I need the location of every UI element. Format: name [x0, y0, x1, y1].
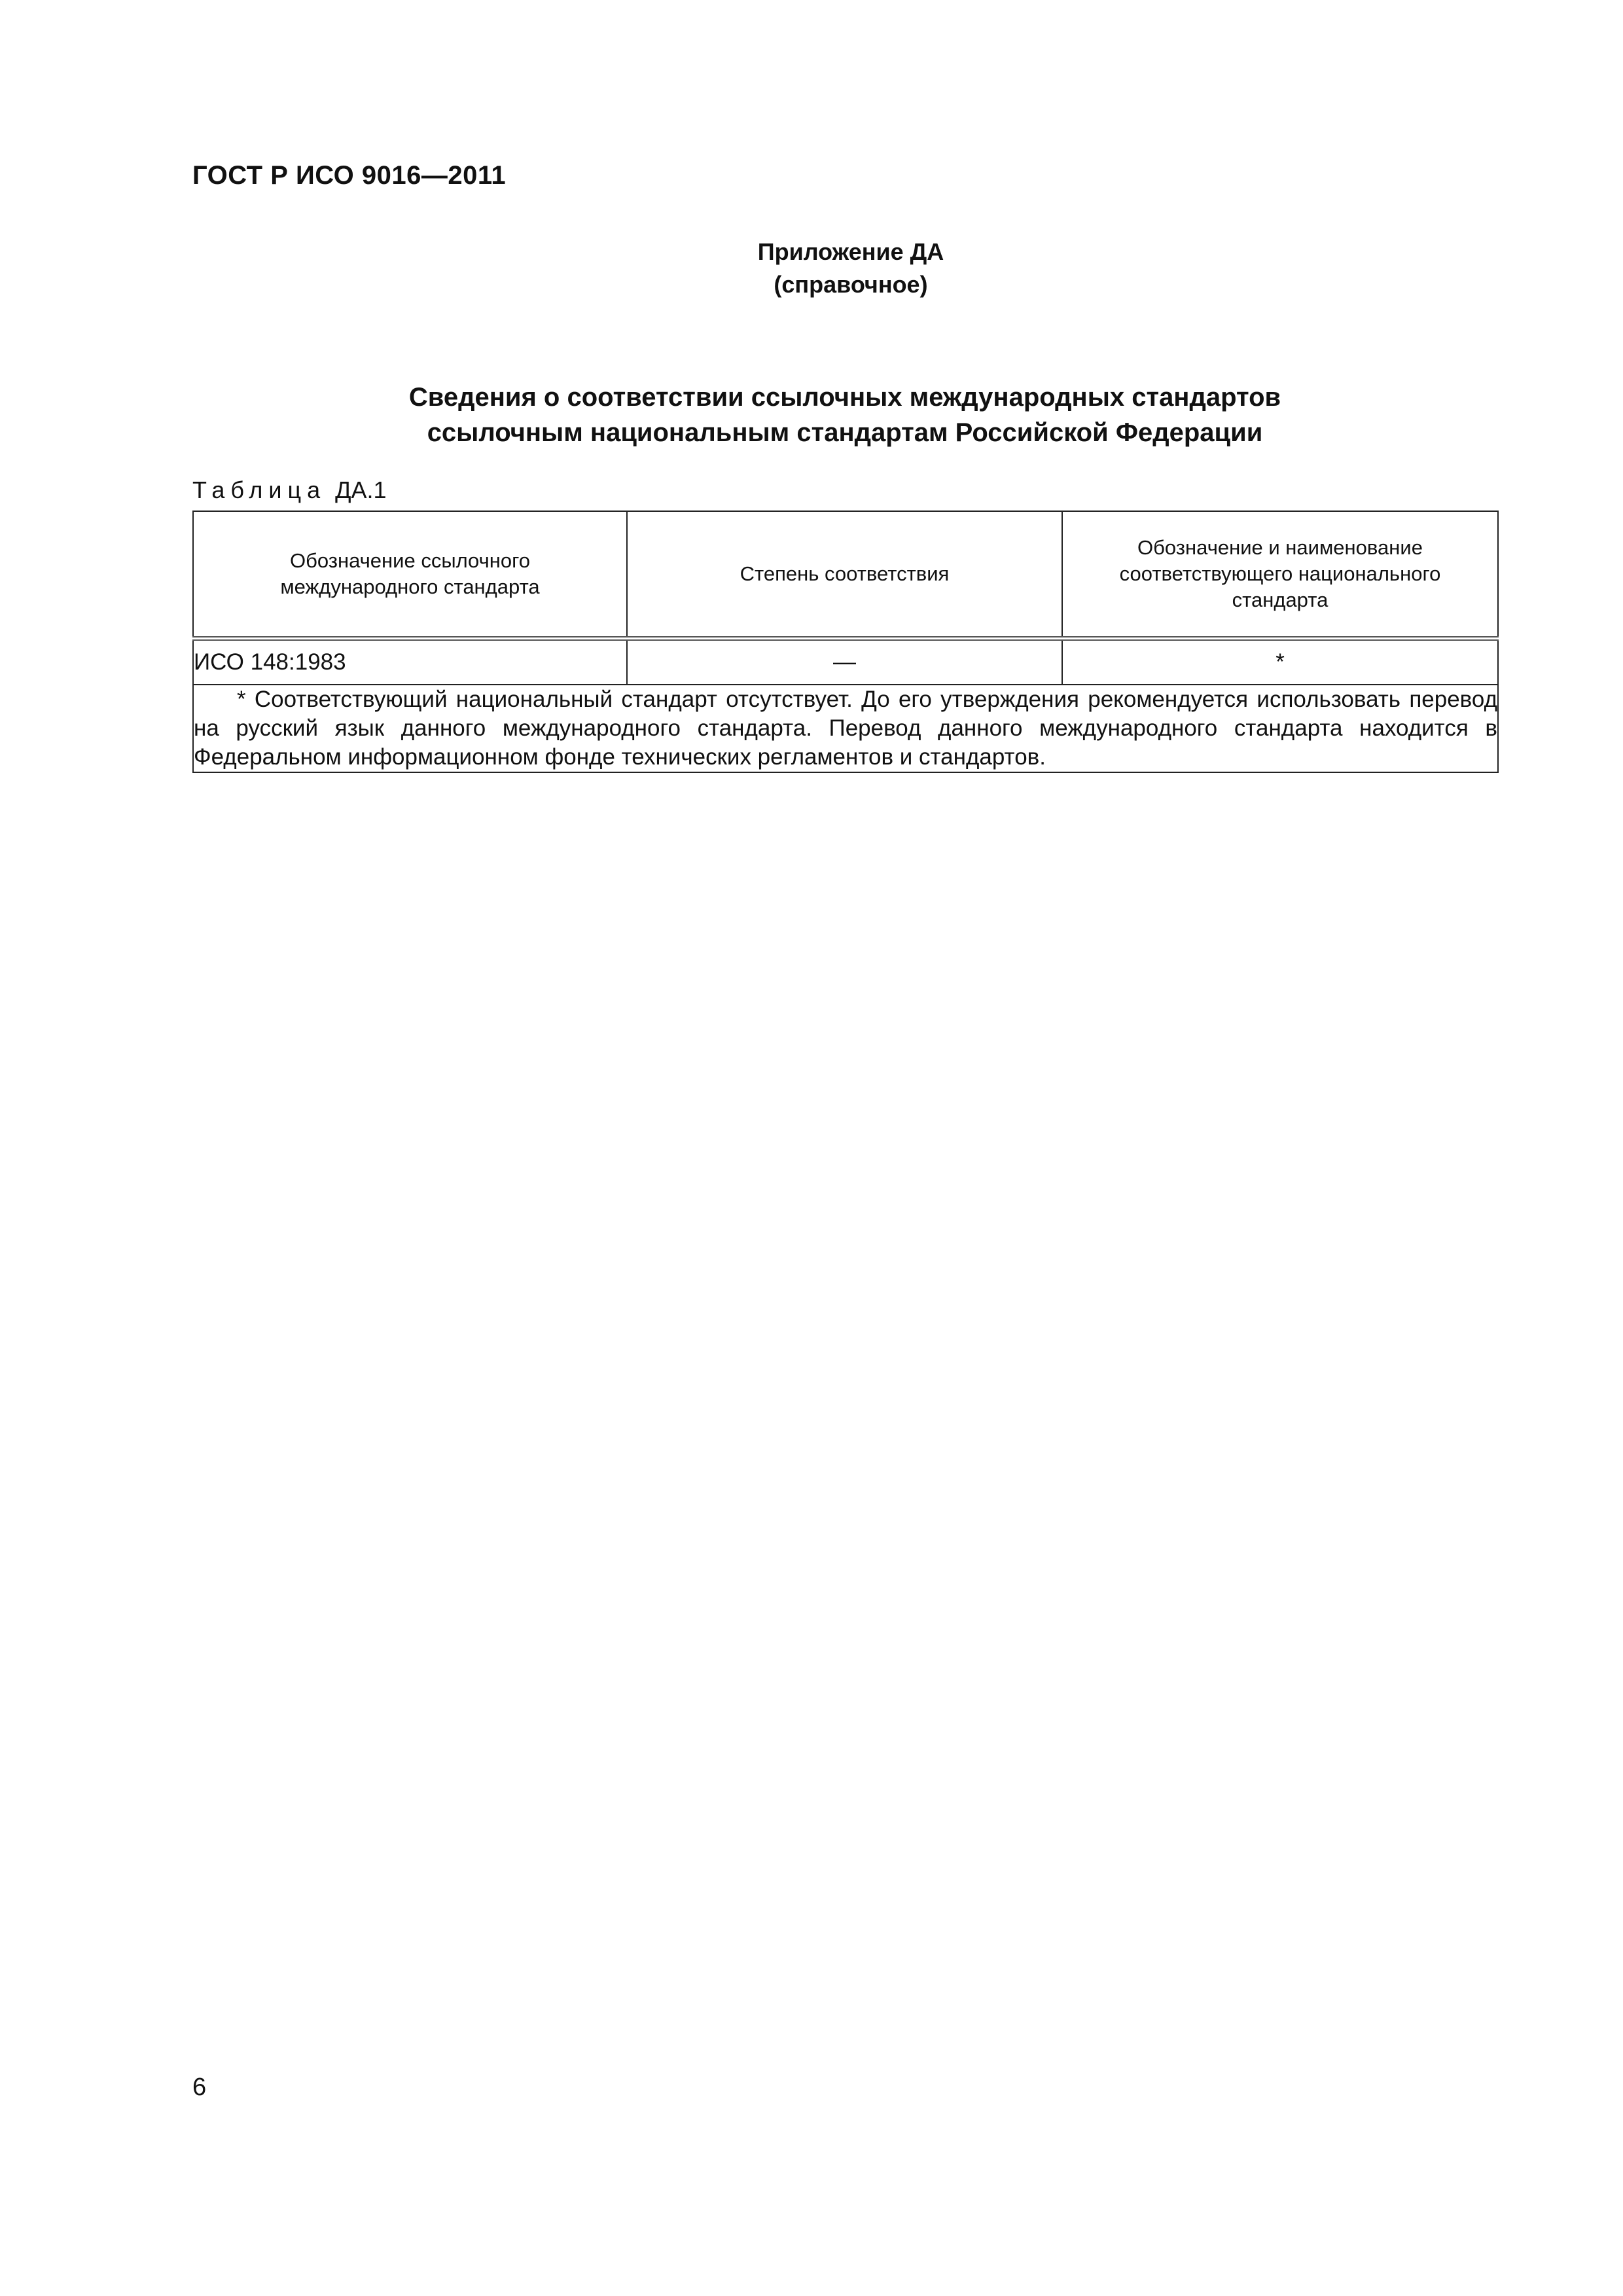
appendix-heading — [681, 236, 1021, 301]
appendix-title: Приложение ДА — [757, 238, 944, 265]
cell-national-standard: * — [1062, 639, 1498, 685]
appendix-status: (справочное) — [774, 271, 928, 298]
page-number: 6 — [192, 2073, 207, 2101]
table-row — [193, 639, 1498, 685]
header-national-standard: Обозначение и наименование соответствующего национального стандарта — [1062, 511, 1498, 639]
table-caption-word: Таблица — [192, 476, 327, 503]
table-footnote: * Соответствующий национальный стандарт отсутствует. До его утверждения рекомендуется использовать перевод на русский язык данного международного стандарта. Перевод данного международного стандарта находится в Федеральном информационном фонде технических регламентов и стандартов. — [193, 685, 1498, 772]
section-title — [192, 380, 1497, 450]
cell-degree-of-correspondence: — — [627, 639, 1062, 685]
table-caption — [192, 476, 387, 504]
header-international-standard: Обозначение ссылочного международного стандарта — [193, 511, 627, 639]
header-degree-of-correspondence: Степень соответствия — [627, 511, 1062, 639]
document-code: ГОСТ Р ИСО 9016—2011 — [192, 161, 507, 190]
cell-international-standard: ИСО 148:1983 — [193, 639, 627, 685]
table-header-row — [193, 511, 1498, 639]
table-caption-number: ДА.1 — [335, 476, 387, 503]
table-footnote-row — [193, 685, 1498, 772]
section-title-line-2: ссылочным национальным стандартам Российской Федерации — [427, 418, 1263, 447]
correspondence-table — [192, 511, 1499, 773]
section-title-line-1: Сведения о соответствии ссылочных международных стандартов — [408, 383, 1281, 412]
